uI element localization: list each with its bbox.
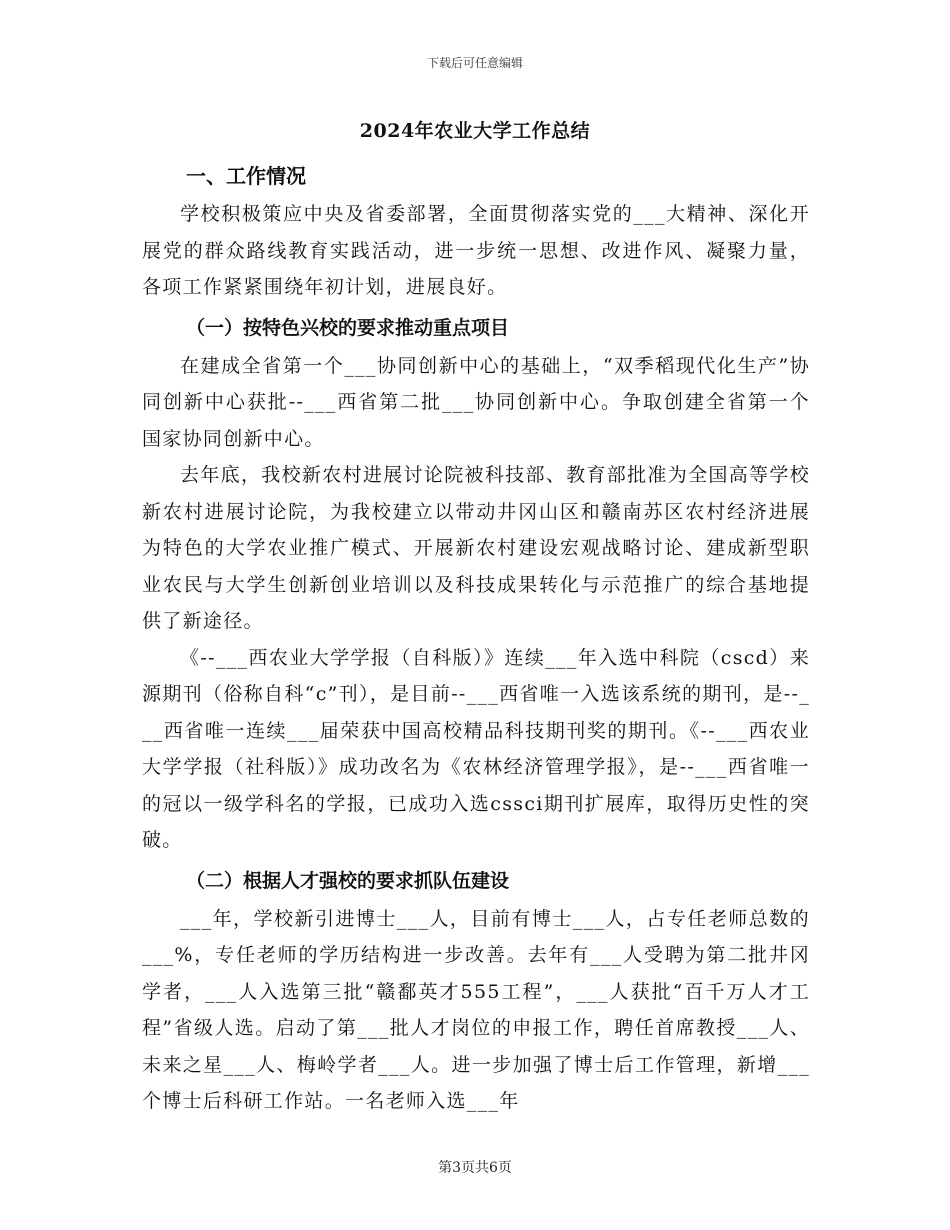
paragraph-talent: ___年，学校新引进博士___人，目前有博士___人，占专任老师总数的___%，专任老师的学历结构进一步改善。去年有___人受聘为第二批井冈学者，___人入选第三批“赣鄱英才555工程”，___人获批“百千万人才工程”省级人选。启动了第___批人才岗位的申报工作，聘任首席教授___人、未来之星___人、梅岭学者___人。进一步加强了博士后工作管理，新增___个博士后科研工作站。一名老师入选___年: [142, 907, 810, 1112]
header-note: 下载后可任意编辑: [426, 56, 523, 70]
paragraph-journals: 《--___西农业大学学报（自科版）》连续___年入选中科院（cscd）来源期刊（俗称自科“c”刊），是目前--___西省唯一入选该系统的期刊，是--___西省唯一连续___届荣获中国高校精品科技期刊奖的期刊。《--___西农业大学学报（社科版）》成功改名为《农林经济管理学报》，是--___西省唯一的冠以一级学科名的学报，已成功入选cssci期刊扩展库，取得历史性的突破。: [142, 646, 810, 851]
subsection-heading-key-projects: （一）按特色兴校的要求推动重点项目: [186, 316, 510, 339]
document-body: [142, 158, 810, 1120]
subsection-heading-talent: （二）根据人才强校的要求抓队伍建设: [186, 869, 510, 892]
paragraph-rural-institute: 去年底，我校新农村进展讨论院被科技部、教育部批准为全国高等学校新农村进展讨论院，为我校建立以带动井冈山区和赣南苏区农村经济进展为特色的大学农业推广模式、开展新农村建设宏观战略讨论、建成新型职业农民与大学生创新创业培训以及科技成果转化与示范推广的综合基地提供了新途径。: [142, 464, 810, 632]
paragraph-overview: 学校积极策应中央及省委部署，全面贯彻落实党的___大精神、深化开展党的群众路线教育实践活动，进一步统一思想、改进作风、凝聚力量，各项工作紧紧围绕年初计划，进展良好。: [142, 203, 810, 298]
document-title: 2024年农业大学工作总结: [359, 120, 591, 142]
paragraph-innovation-center: 在建成全省第一个___协同创新中心的基础上，“双季稻现代化生产”协同创新中心获批--___西省第二批___协同创新中心。争取创建全省第一个国家协同创新中心。: [142, 354, 810, 450]
section-heading-work-status: 一、工作情况: [186, 164, 306, 188]
page-footer: 第3页共6页: [438, 1160, 512, 1176]
